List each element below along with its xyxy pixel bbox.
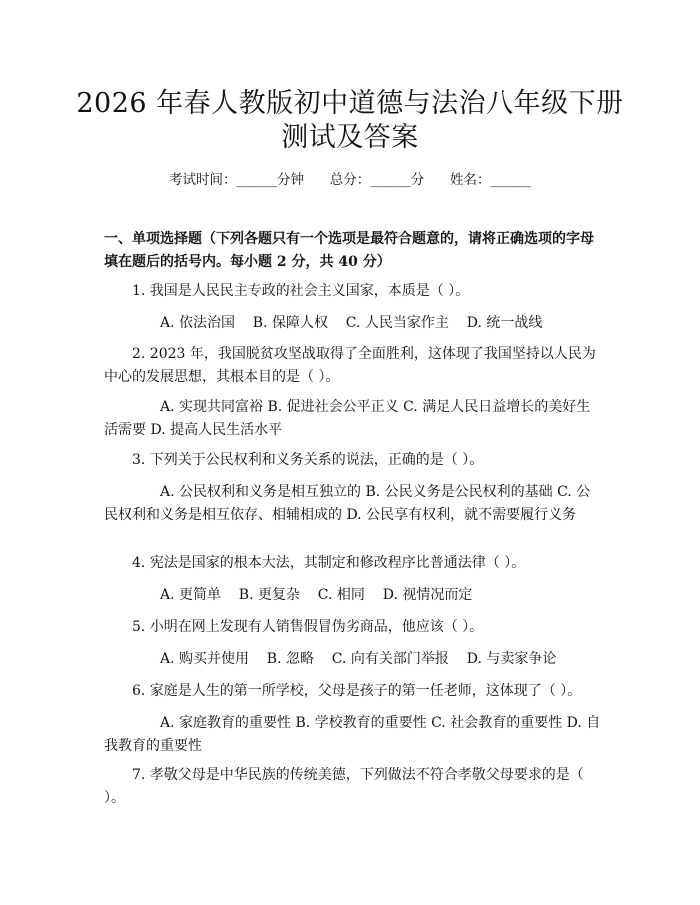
- question-options: A. 购买并使用 B. 忽略 C. 向有关部门举报 D. 与卖家争论: [160, 651, 557, 667]
- question-stem: 4. 宪法是国家的根本大法，其制定和修改程序比普通法律（ ）。: [132, 555, 526, 571]
- question-options: A. 实现共同富裕 B. 促进社会公平正义 C. 满足人民日益增长的美好生活需要 D. 提高人民生活水平: [104, 399, 591, 438]
- exam-title-line2: 测试及答案: [281, 122, 419, 153]
- exam-info-line: 考试时间：______分钟 总分：______分 姓名：______: [169, 172, 531, 188]
- question-stem: 1. 我国是人民民主专政的社会主义国家，本质是（ ）。: [132, 283, 470, 299]
- question-options: A. 更简单 B. 更复杂 C. 相同 D. 视情况而定: [160, 587, 473, 603]
- question-stem: 3. 下列关于公民权利和义务关系的说法，正确的是（ ）。: [132, 452, 484, 468]
- question-stem: 2. 2023 年，我国脱贫攻坚战取得了全面胜利，这体现了我国坚持以人民为中心的发展思想，其根本目的是（ ）。: [104, 346, 596, 385]
- question-stem: 5. 小明在网上发现有人销售假冒伪劣商品，他应该（ ）。: [132, 619, 484, 635]
- question-options: A. 公民权利和义务是相互独立的 B. 公民义务是公民权利的基础 C. 公民权利和义务是相互依存、相辅相成的 D. 公民享有权利，就不需要履行义务: [104, 484, 591, 523]
- question-stem: 6. 家庭是人生的第一所学校，父母是孩子的第一任老师，这体现了（ ）。: [132, 683, 582, 699]
- question-stem: 7. 孝敬父母是中华民族的传统美德，下列做法不符合孝敬父母要求的是（ ）。: [104, 767, 584, 806]
- question-options: A. 家庭教育的重要性 B. 学校教育的重要性 C. 社会教育的重要性 D. 自我教育的重要性: [104, 715, 601, 754]
- exam-title-line1: 2026 年春人教版初中道德与法治八年级下册: [76, 88, 624, 119]
- section-heading: 一、单项选择题（下列各题只有一个选项是最符合题意的，请将正确选项的字母填在题后的括号内。每小题 2 分，共 40 分）: [104, 231, 594, 270]
- question-options: A. 依法治国 B. 保障人权 C. 人民当家作主 D. 统一战线: [160, 315, 543, 331]
